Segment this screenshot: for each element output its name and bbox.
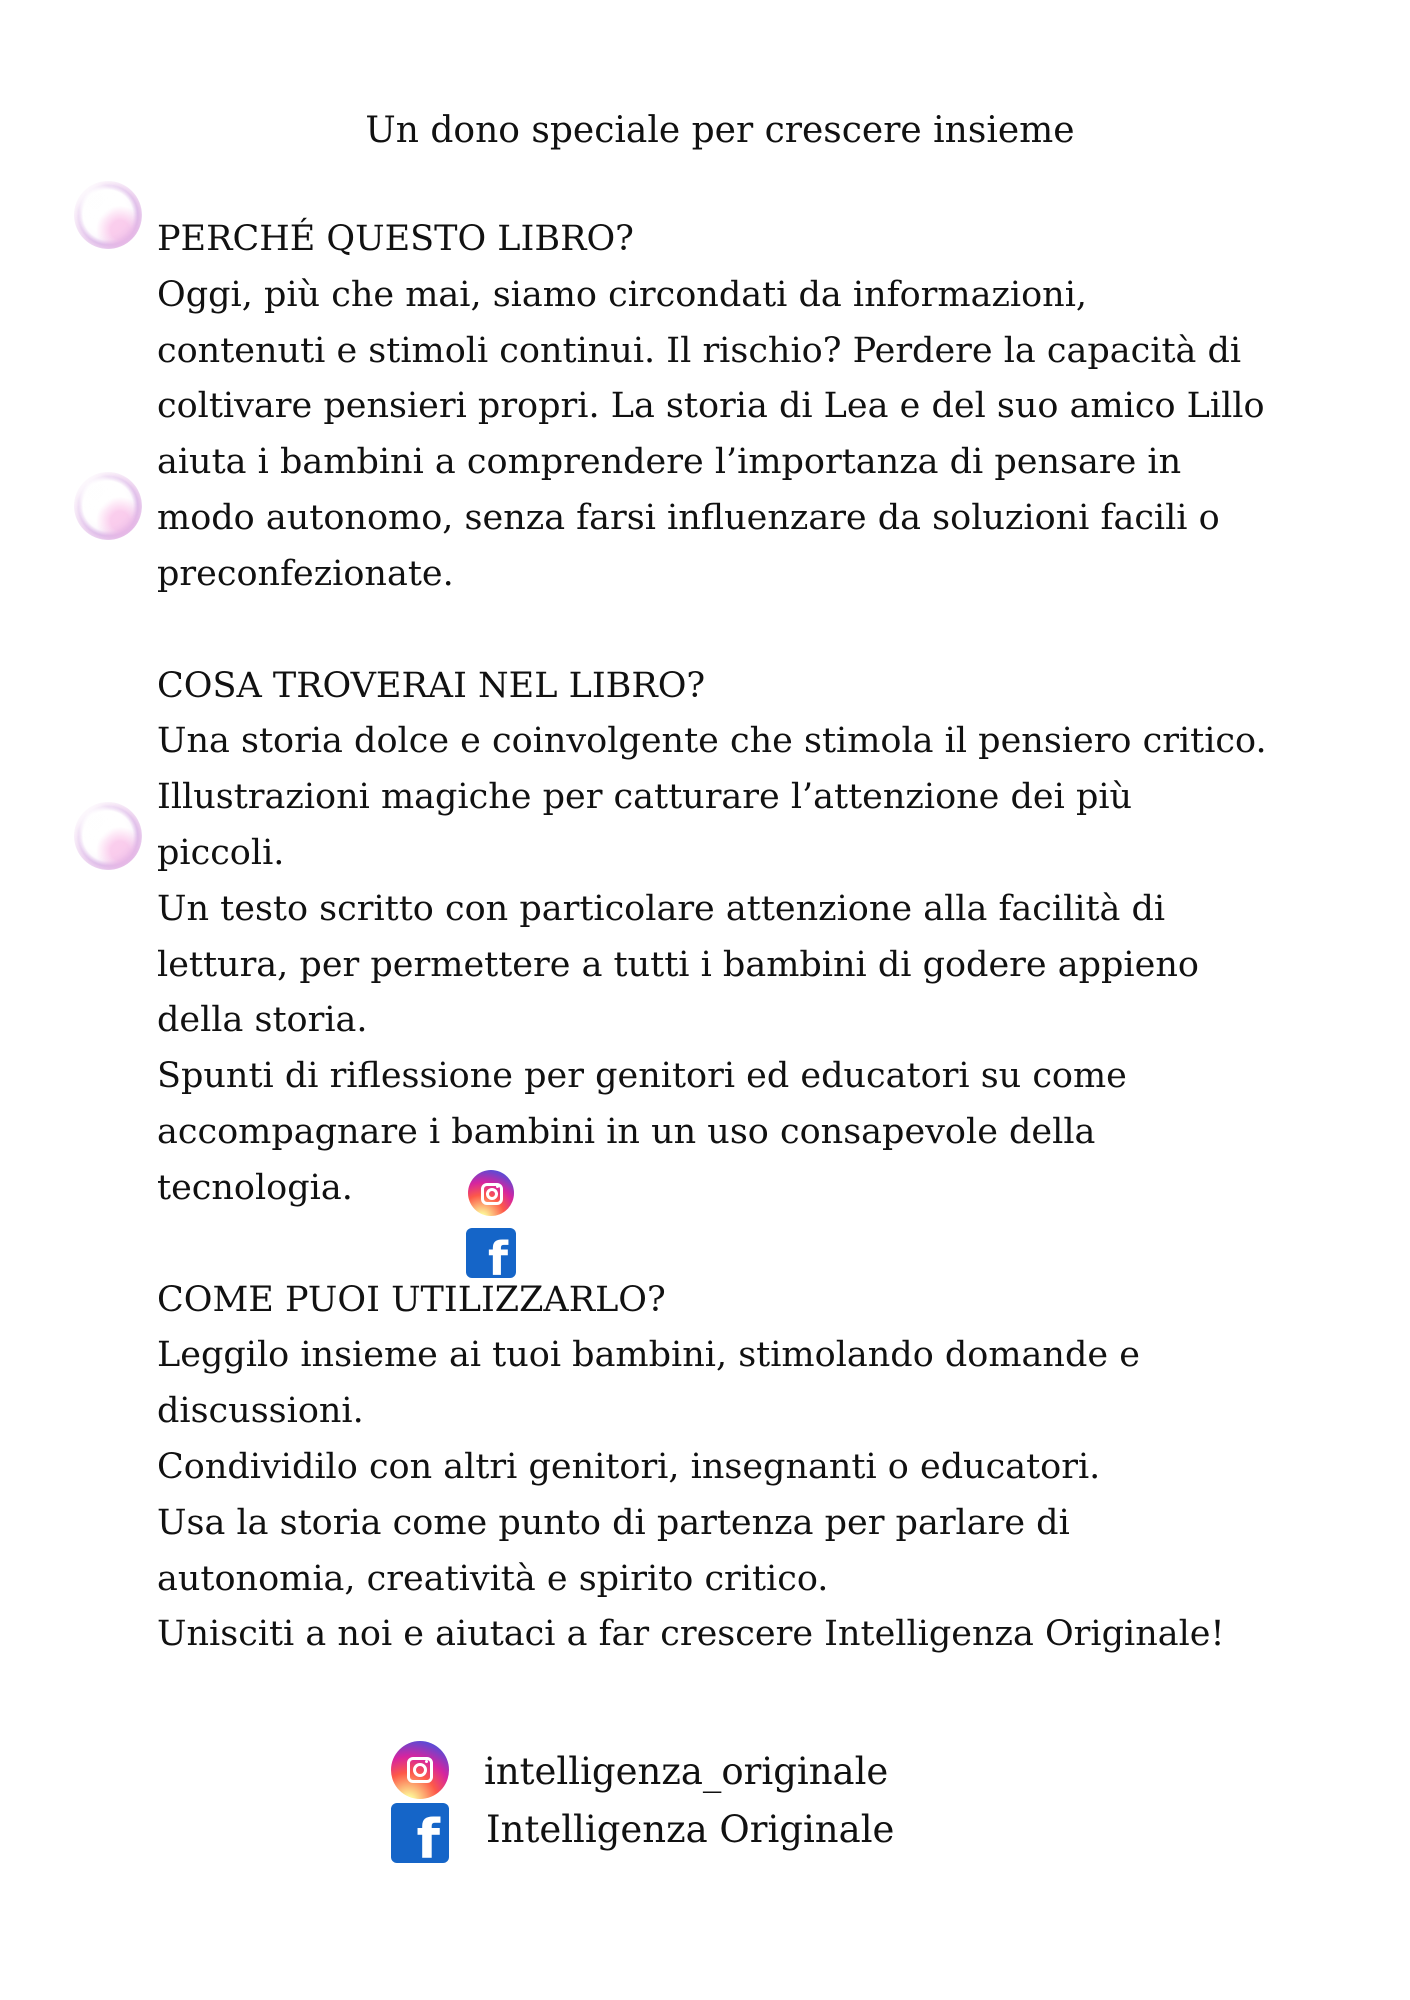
text-line: Unisciti a noi e aiutaci a far crescere Intelligenza Originale! (157, 1614, 1225, 1655)
facebook-icon[interactable]: f (391, 1803, 449, 1863)
text-line: Condividilo con altri genitori, insegnanti o educatori. (157, 1446, 1101, 1487)
text-line: Oggi, più che mai, siamo circondati da informazioni, (157, 274, 1088, 315)
text-line: piccoli. (157, 832, 285, 873)
section-heading: PERCHÉ QUESTO LIBRO? (157, 219, 634, 259)
section-heading: COSA TROVERAI NEL LIBRO? (157, 665, 706, 706)
instagram-icon[interactable] (468, 1170, 514, 1216)
text-line: autonomia, creatività e spirito critico. (157, 1558, 829, 1599)
text-line: tecnologia. (157, 1167, 353, 1208)
instagram-icon[interactable] (391, 1741, 449, 1799)
bubble-icon (74, 472, 142, 540)
section-how (157, 1273, 1337, 1664)
text-line: discussioni. (157, 1391, 364, 1432)
text-line: accompagnare i bambini in un uso consapevole della (157, 1111, 1096, 1152)
section-what (157, 659, 1337, 1217)
section-why (157, 212, 1337, 603)
text-line: Un testo scritto con particolare attenzione alla facilità di (157, 888, 1166, 929)
facebook-page-name[interactable]: Intelligenza Originale (486, 1808, 895, 1851)
text-line: Spunti di riflessione per genitori ed educatori su come (157, 1056, 1127, 1097)
section-heading: COME PUOI UTILIZZARLO? (157, 1279, 666, 1320)
text-line: Leggilo insieme ai tuoi bambini, stimolando domande e (157, 1335, 1140, 1376)
text-line: Illustrazioni magiche per catturare l’attenzione dei più (157, 777, 1133, 818)
main-content (157, 212, 1337, 1719)
text-line: coltivare pensieri propri. La storia di Lea e del suo amico Lillo (157, 386, 1265, 427)
bubble-icon (74, 802, 142, 870)
text-line: lettura, per permettere a tutti i bambini di godere appieno (157, 944, 1199, 985)
facebook-icon[interactable]: f (466, 1228, 516, 1278)
text-line: modo autonomo, senza farsi influenzare da soluzioni facili o (157, 497, 1220, 538)
text-line: aiuta i bambini a comprendere l’importanza di pensare in (157, 442, 1182, 483)
page-title: Un dono speciale per crescere insieme (365, 110, 1075, 151)
text-line: contenuti e stimoli continui. Il rischio? Perdere la capacità di (157, 330, 1242, 371)
bubble-icon (74, 181, 142, 249)
text-line: della storia. (157, 1000, 368, 1041)
instagram-handle[interactable]: intelligenza_originale (484, 1750, 889, 1793)
text-line: Usa la storia come punto di partenza per parlare di (157, 1502, 1070, 1543)
text-line: preconfezionate. (157, 553, 454, 594)
text-line: Una storia dolce e coinvolgente che stimola il pensiero critico. (157, 721, 1267, 762)
